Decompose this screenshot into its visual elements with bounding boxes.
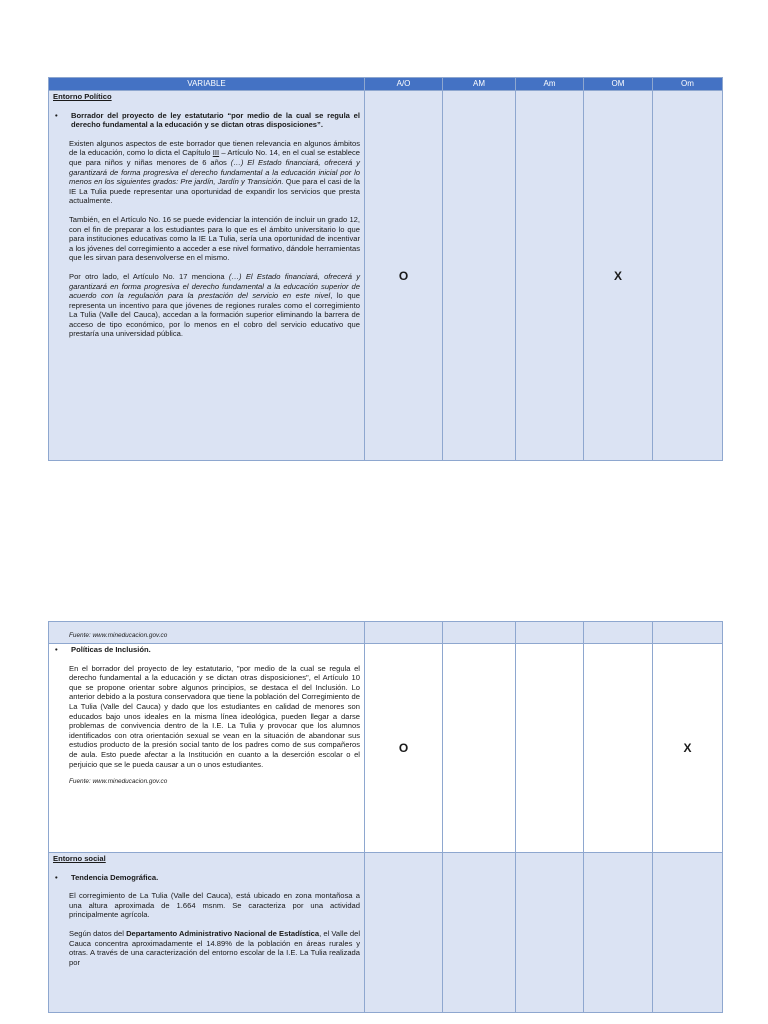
section-title-entorno-politico: Entorno Político	[53, 92, 112, 101]
header-variable: VARIABLE	[49, 78, 365, 91]
table-row	[49, 644, 723, 853]
bullet-text-inclusion: Políticas de Inclusión.	[71, 645, 151, 654]
table-row	[49, 853, 723, 1013]
mark-om: X	[584, 91, 653, 461]
mark-om-lower: X	[653, 644, 723, 853]
source-note: Fuente: www.mineducacion.gov.co	[69, 778, 168, 786]
source-note: Fuente: www.mineducacion.gov.co	[69, 632, 168, 640]
bullet-text-borrador: Borrador del proyecto de ley estatutario “por medio de la cual se regula el derecho fundamental a la educación y se dictan otras disposiciones”.	[71, 110, 360, 130]
bullet-text-demografica: Tendencia Demográfica.	[71, 872, 159, 882]
header-om: OM	[584, 78, 653, 91]
variable-cell-inclusion	[49, 644, 365, 853]
table-row	[49, 91, 723, 461]
variable-cell-social	[49, 853, 365, 1013]
paragraph-dane: Según datos del Departamento Administrativo Nacional de Estadística, el Valle del Cauca concentra aproximadamente el 14.89% de la población en áreas rurales y otras. A través de una caracterización del entorno escolar de la I.E. La Tulia realizada por	[69, 928, 361, 967]
cell-am-lower	[516, 91, 584, 461]
mark-ao: O	[365, 644, 443, 853]
cell-om-lower	[653, 91, 723, 461]
header-am: AM	[443, 78, 516, 91]
header-ao: A/O	[365, 78, 443, 91]
header-om-lower: Om	[653, 78, 723, 91]
cell-am	[443, 91, 516, 461]
paragraph-capitulo: Existen algunos aspectos de este borrador que tienen relevancia en algunos ámbitos de la educación, como lo dicta el Capítulo III – Artículo No. 14, en el cual se establece que para niños y niñas menores de 6 años (…) El Estado financiará, ofrecerá y garantizará de forma progresiva el derecho fundamental a la educación inicial por lo menos en los siguientes grados: Pre jardín, Jardín y Transición. Que para el casi de la IE La Tulia puede representar una oportunidad de expandir los servicios que presta actualmente.	[69, 138, 361, 206]
source-cell	[49, 622, 365, 644]
paragraph-articulo-16: También, en el Artículo No. 16 se puede evidenciar la intención de incluir un grado 12, con el fin de preparar a los estudiantes para lo que es el ámbito universitario lo que para instituciones educativas como la IE La Tulia, sería una oportunidad de incentivar a los jóvenes del corregimiento a acceder a ese nivel formativo, dándole herramientas que les sirvan para desenvolverse en el mismo.	[69, 214, 360, 263]
variable-cell-politico	[49, 91, 365, 461]
paragraph-articulo-17: Por otro lado, el Artículo No. 17 menciona (…) El Estado financiará, ofrecerá y garantizará en forma progresiva el derecho fundamental a la educación superior de acuerdo con la regulación para la prestación del servicio en este nivel, lo que representa un incentivo para que jóvenes de regiones rurales como el corregimiento La Tulia (Valle del Cauca), accedan a la formación superior eliminando la barrera de acceso de tipo económico, por lo menos en el cobro del servicio educativo que prestaría una universidad pública.	[69, 271, 360, 339]
mark-ao: O	[365, 91, 443, 461]
bullet-item	[53, 873, 360, 883]
swot-table-top	[48, 77, 723, 461]
bullet-icon: •	[55, 872, 58, 882]
bullet-icon: •	[55, 110, 58, 120]
table-row	[49, 622, 723, 644]
swot-table-bottom	[48, 621, 723, 1013]
paragraph-inclusion: En el borrador del proyecto de ley estatutario, "por medio de la cual se regula el derecho fundamental a la educación y se dictan otras disposiciones", el Artículo 10 que se propone orientar sobre algunos principios, se destaca el del Inclusión. Lo anterior debido a la postura conservadora que tiene la población del Corregimiento de La Tulia (Valle del Cauca) y dado que los estudiantes en calidad de menores son educados bajo unos ideales en la misma línea ideológica, pueden llegar a darse problemas de convivencia dentro de la I.E. La Tulia y provocar que los alumnos identificados con otra orientación sexual se vean en la situación de abandonar sus estudios producto de la presión social tanto de los padres como de sus compañeros de aula. Esto puede afectar a la Institución en cuanto a la deserción escolar o el perjuicio que se le pueda causar a un o unos estudiantes.	[69, 663, 360, 769]
section-title-entorno-social: Entorno social	[53, 854, 106, 863]
header-am-lower: Am	[516, 78, 584, 91]
paragraph-demografica: El corregimiento de La Tulia (Valle del Cauca), está ubicado en zona montañosa a una altura aproximada de 1.664 msnm. Se caracteriza por una actividad principalmente agrícola.	[69, 891, 360, 920]
bullet-item	[53, 645, 360, 655]
bullet-item	[53, 111, 360, 130]
table-header-row	[49, 78, 723, 91]
bullet-icon: •	[55, 645, 58, 654]
